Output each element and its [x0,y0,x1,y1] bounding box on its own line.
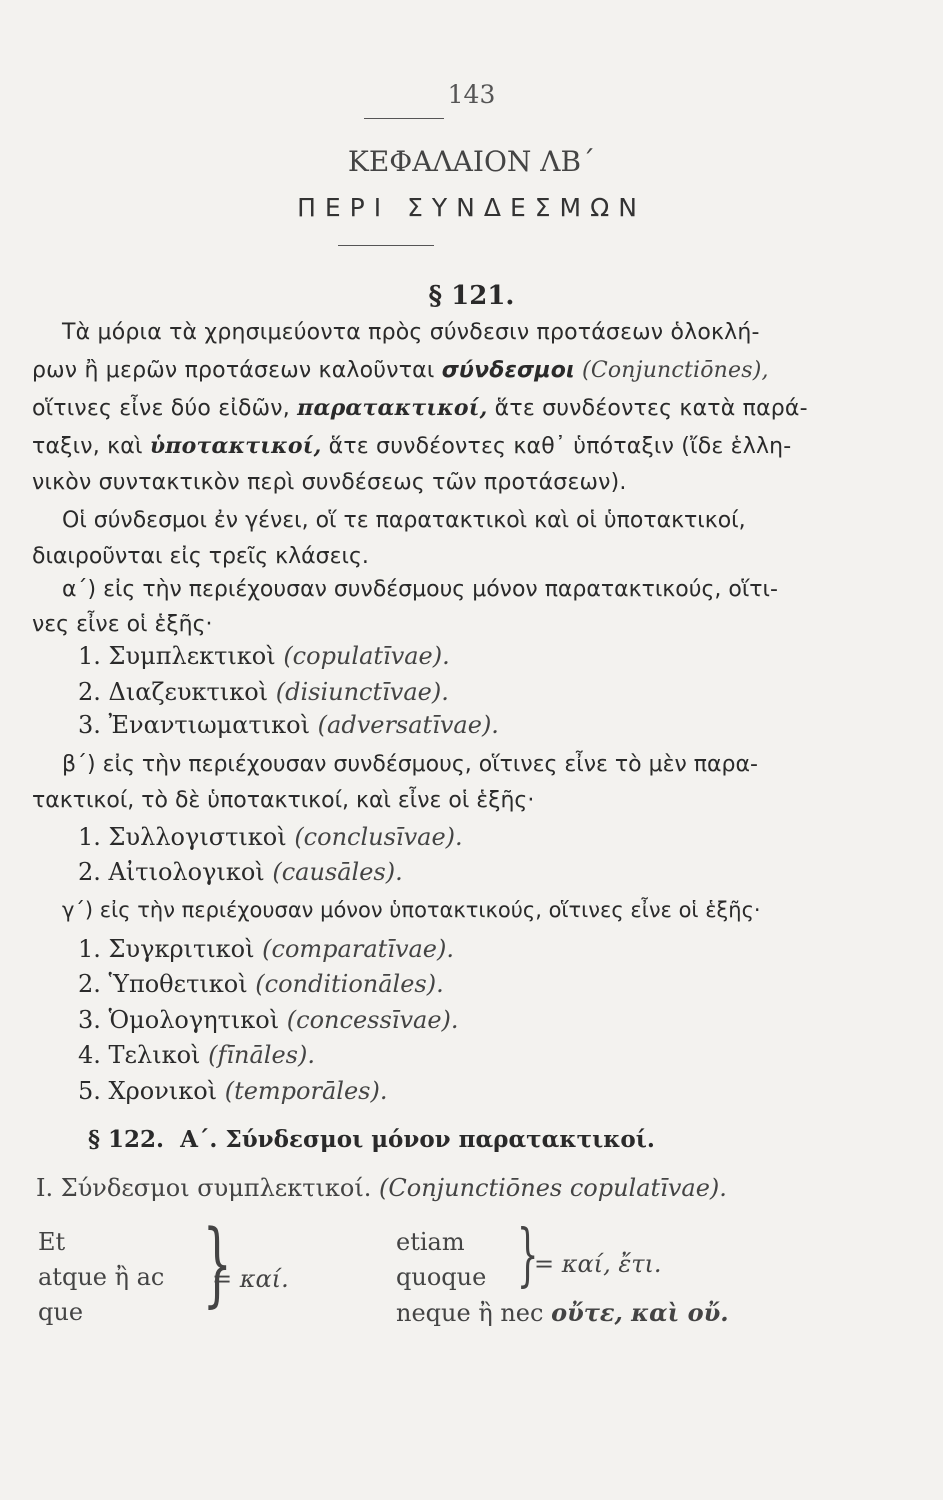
beta-line-2: τακτικοί, τὸ δὲ ὑποτακτικοί, καὶ εἶνε οἱ ἑξῆς· [32,788,535,813]
gamma-item-1 [78,935,454,963]
section-121-heading: § 121. [428,281,515,311]
section-122-heading [88,1126,655,1153]
item-greek: Συμπλεκτικοὶ [108,642,276,670]
page-number-rule [364,118,444,119]
left-brace: } [202,1210,232,1317]
table-left-1: Et [38,1228,66,1256]
p2-line-1: Οἱ σύνδεσμοι ἐν γένει, οἵ τε παρατακτικοὶ καὶ οἱ ὑποτακτικοί, [62,508,746,533]
i-line [36,1174,727,1202]
item-latin: (temporāles). [224,1077,388,1105]
item-number: 1. [78,935,101,963]
table-left-2: atque ἢ ac [38,1263,165,1291]
alpha-item-3 [78,711,499,739]
p2-line-2: διαιροῦνται εἰς τρεῖς κλάσεις. [32,544,369,569]
item-number: 2. [78,858,101,886]
item-greek: Ὑποθετικοὶ [108,970,248,998]
p1-line-2-text: ρων ἢ μερῶν προτάσεων καλοῦνται [32,358,442,383]
gamma-item-2 [78,970,444,998]
item-latin: (conditionāles). [255,970,444,998]
item-greek: Αἰτιολογικοὶ [108,858,265,886]
item-greek: Ὁμολογητικοὶ [108,1006,280,1034]
gamma-line-1: γ΄) εἰς τὴν περιέχουσαν μόνον ὑποτακτικούς, οἵτινες εἶνε οἱ ἑξῆς· [62,898,761,922]
table-right-1: etiam [396,1228,465,1256]
p1-line-5: νικὸν συντακτικὸν περὶ συνδέσεως τῶν προτάσεων). [32,470,627,495]
item-latin: (copulatīvae). [283,642,450,670]
right-equals-text: = καί, ἔτι. [534,1250,662,1278]
p1-line-4 [32,433,791,459]
left-equals-text: = καί. [212,1265,289,1293]
term-syndesmoi: σύνδεσμοι [441,358,575,383]
table-right-3-gloss: οὔτε, καὶ οὔ. [551,1298,729,1327]
item-greek: Ἐναντιωματικοὶ [108,711,311,739]
p1-line-3-text: οἵτινες εἶνε δύο εἰδῶν, [32,396,298,421]
item-greek: Τελικοὶ [108,1041,201,1069]
item-latin: (comparatīvae). [262,935,455,963]
table-right-3 [396,1298,729,1327]
p1-line-4-text: ταξιν, καὶ [32,434,150,459]
item-number: 1. [78,642,101,670]
item-latin: (concessīvae). [286,1006,459,1034]
item-latin: (fīnāles). [208,1041,315,1069]
i-line-latin: (Conjunctiōnes copulatīvae). [379,1174,727,1202]
alpha-item-1 [78,642,450,670]
item-latin: (adversatīvae). [317,711,499,739]
alpha-line-2: νες εἶνε οἱ ἑξῆς· [32,612,213,637]
alpha-item-2 [78,678,449,706]
beta-item-1 [78,823,463,851]
chapter-heading: ΚΕΦΑΛΑΙΟΝ ΛΒ΄ [347,145,596,178]
term-conjunctiones: (Conjunctiōnes), [574,358,769,383]
p1-line-1: Τὰ μόρια τὰ χρησιμεύοντα πρὸς σύνδεσιν προτάσεων ὁλοκλή- [62,320,760,345]
item-number: 4. [78,1041,101,1069]
chapter-title: ΠΕΡΙ ΣΥΝΔΕΣΜΩΝ [297,193,646,222]
gamma-item-3 [78,1006,459,1034]
item-number: 3. [78,1006,101,1034]
i-line-greek: Ι. Σύνδεσμοι συμπλεκτικοί. [36,1174,380,1202]
p1-line-3-rest: ἅτε συνδέοντες κατὰ παρά- [487,396,808,421]
item-greek: Διαζευκτικοὶ [108,678,269,706]
table-right-2: quoque [396,1263,487,1291]
item-greek: Συγκριτικοὶ [108,935,255,963]
table-right-3-text: neque ἢ nec [396,1299,544,1327]
title-rule [338,245,434,246]
p1-line-2 [32,358,769,383]
right-brace: } [516,1216,539,1295]
gamma-item-4 [78,1041,315,1069]
item-number: 2. [78,678,101,706]
left-equals [212,1265,289,1293]
item-greek: Χρονικοὶ [108,1077,218,1105]
item-number: 2. [78,970,101,998]
p1-line-4-rest: ἅτε συνδέοντες καθ᾽ ὑπόταξιν (ἴδε ἑλλη- [321,434,792,459]
item-greek: Συλλογιστικοὶ [108,823,287,851]
item-latin: (causāles). [272,858,403,886]
p1-line-3 [32,395,808,421]
section-122-number: § 122. [88,1126,165,1153]
item-number: 3. [78,711,101,739]
section-122-title: Α΄. Σύνδεσμοι μόνον παρατακτικοί. [180,1126,655,1153]
term-parataktikoi: παρατακτικοί, [297,395,488,421]
right-equals [534,1250,662,1278]
alpha-line-1: α΄) εἰς τὴν περιέχουσαν συνδέσμους μόνον παρατακτικούς, οἵτι- [62,577,778,602]
beta-line-1: β΄) εἰς τὴν περιέχουσαν συνδέσμους, οἵτινες εἶνε τὸ μὲν παρα- [62,752,758,777]
beta-item-2 [78,858,403,886]
term-hypotaktikoi: ὑποτακτικοί, [149,433,322,459]
page-number: 143 [447,80,496,109]
gamma-item-5 [78,1077,387,1105]
item-latin: (conclusīvae). [294,823,463,851]
item-latin: (disiunctīvae). [275,678,449,706]
table-left-3: que [38,1298,84,1326]
item-number: 5. [78,1077,101,1105]
item-number: 1. [78,823,101,851]
